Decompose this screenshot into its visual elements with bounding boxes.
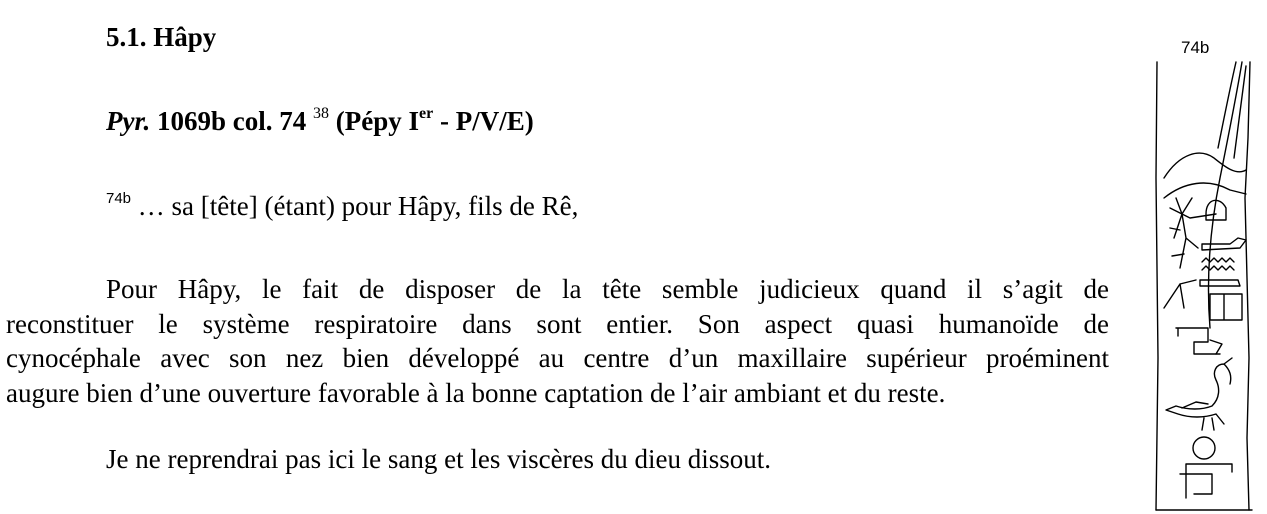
section-heading: 5.1. Hâpy [106, 22, 217, 52]
closing-sentence: Je ne reprendrai pas ici le sang et les viscères du dieu dissout. [106, 444, 772, 474]
translation-line [106, 190, 578, 222]
small-stroke-glyph [1210, 340, 1222, 354]
paragraph-line: Pour Hâpy, le fait de disposer de la tête semble judicieux quand il s’agit de [106, 274, 1109, 304]
paragraph-line: reconstituer le système respiratoire dans sont entier. Son aspect quasi humanoïde de [6, 308, 1109, 339]
paragraph-line: cynocéphale avec son nez bien développé au centre d’un maxillaire supérieur proéminent [6, 343, 1109, 373]
sun-disc-glyph [1193, 437, 1215, 459]
column-marker: 74b [106, 190, 132, 207]
damage-lines [1208, 62, 1246, 328]
ordinal-suffix: er [419, 105, 434, 122]
owner-versions: - P/V/E) [433, 106, 534, 136]
water-glyph [1200, 258, 1240, 286]
owner-text: (Pépy I [329, 106, 420, 136]
column-left-edge [1156, 62, 1158, 510]
bird-glyph [1166, 358, 1232, 430]
commentary-paragraph [6, 272, 1109, 410]
damaged-area [1164, 153, 1246, 218]
hieroglyph-column-drawing [1150, 58, 1260, 514]
paragraph-line: augure bien d’une ouverture favorable à la bonne captation de l’air ambiant et du reste. [6, 377, 946, 408]
pyramid-text-abbreviation: Pyr. [106, 106, 151, 136]
house-glyph [1180, 464, 1232, 498]
source-reference [106, 105, 534, 137]
column-reference: 1069b col. 74 [150, 106, 314, 136]
tree-glyph [1170, 198, 1198, 268]
footnote-marker: 38 [313, 105, 330, 122]
bird-feathers [1182, 402, 1208, 408]
column-right-edge [1245, 62, 1250, 510]
hand-glyph [1202, 238, 1246, 250]
figure-label: 74b [1181, 38, 1210, 57]
translation-text: … sa [tête] (étant) pour Hâpy, fils de Rê, [131, 191, 579, 221]
